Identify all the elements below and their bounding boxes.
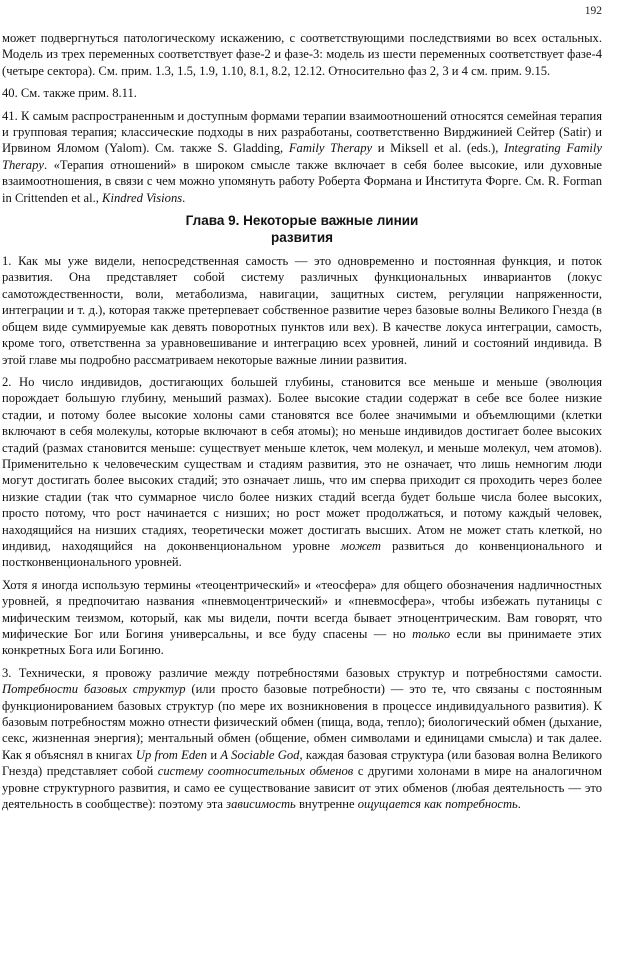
paragraph-4-text-6: внутренне xyxy=(298,797,355,812)
note-41-text-1: 41. К самым распространенным и доступным формами терапии взаимоотношений относятся семейная терапия и групповая терапия; классические подходы в них разработаны, соответственно Вирджинией Сейтер (Satir) и Ирвином Яломом (Yalom). См. также S. Gladding, xyxy=(2,108,602,156)
paragraph-3-emphasis: только xyxy=(412,627,451,641)
chapter-heading xyxy=(2,212,602,246)
note-continued-text: может подвергнуться патологическому искажению, с соответствующими последствиями во всех остальных. Модель из трех переменных соответствует фазе-2 и фазе-3: модель из шести переменных соответствует фазе-4 (четыре сектора). См. прим. 1.3, 1.5, 1.9, 1.10, 8.1, 8.2, 12.12. Относительно фаз 2, 3 и 4 см. прим. 9.15. xyxy=(2,31,602,78)
paragraph-4-title-up-from-eden: Up from Eden xyxy=(135,747,208,762)
paragraph-3 xyxy=(2,577,602,659)
paragraph-2-text-2: развиться до конвенционального и постконвенционального уровней. xyxy=(2,538,603,570)
paragraph-4-text-5: с другими холонами в мире на аналогичном уровне структурного развития, и само ее существование зависит от этих обменов (любая деятельность — это деятельность в сообществе): поэтому эта xyxy=(2,764,603,812)
paragraph-4-emphasis-4: ощущается как потребность xyxy=(357,797,518,812)
paragraph-4-title-sociable-god: A Sociable God xyxy=(220,747,300,762)
note-41-text-3: . «Терапия отношений» в широком смысле также включает в себя более высокие, или духовные взаимоотношения, в связи с чем можно упомянуть работу Роберта Формана и Института Форге. См. R. Forman in Crittenden et al., xyxy=(2,157,602,205)
paragraph-2-emphasis: может xyxy=(340,538,382,553)
chapter-title-line-2: развития xyxy=(270,230,333,246)
note-41-text-4: . xyxy=(182,190,186,205)
paragraph-3-text-2: если вы принимаете этих конкретных Бога или Богиню. xyxy=(2,627,602,658)
page-content xyxy=(2,30,602,818)
note-41-title-family-therapy: Family Therapy xyxy=(288,141,373,156)
paragraph-1 xyxy=(2,253,602,368)
note-41-text-2: и Miksell et al. (eds.), xyxy=(377,141,499,156)
note-40-paragraph xyxy=(2,85,602,101)
paragraph-4-emphasis-1: Потребности базовых структур xyxy=(2,682,186,697)
note-41-title-integrating: Integrating Family Therapy xyxy=(2,141,603,172)
note-40-text: 40. См. также прим. 8.11. xyxy=(2,86,137,101)
chapter-title-line-1: Глава 9. Некоторые важные линии xyxy=(185,213,419,229)
paragraph-4-text-2: (или просто базовые потребности) — это те, что связаны с постоянным функционированием базовых структур (по мере их возникновения в процессе индивидуального развития). К базовым потребностям можно отнести физический обмен (пища, вода, тепло); биологический обмен (дыхание, секс, жизненная энергия); ментальный обмен (общение, обмен символами и единицами смысла) и так далее. Как я объяснял в книгах xyxy=(2,682,602,762)
paragraph-4-text-7: . xyxy=(517,797,521,812)
paragraph-4 xyxy=(2,665,602,813)
paragraph-4-text-1: 3. Технически, я провожу различие между потребностями базовых структур и потребностями самости. xyxy=(2,665,602,680)
paragraph-1-text: 1. Как мы уже видели, непосредственная самость — это одновременно и постоянная функция, и поток развития. Она представляет собой систему различных функциональных инвариантов (локус самотождественности, воли, метаболизма, навигации, защитных систем, регуляции напряженности, интеграции и т. д.), которая также претерпевает собственное развитие через базовые волны Великого Гнезда (в общем виде суммируемые как девять поворотных пунктов или вех). В качестве локуса интеграции, самость, кроме того, ответственна за уравновешивание и интеграцию всех уровней, линий и состояний индивида. В этой главе мы подробно рассматриваем некоторые важные линии развития. xyxy=(2,254,602,367)
paragraph-4-emphasis-3: зависимость xyxy=(226,797,296,812)
page-number: 192 xyxy=(584,5,602,17)
paragraph-2-text-1: 2. Но число индивидов, достигающих большей глубины, становится все меньше и меньше (эволюция порождает большую глубину, меньший размах). Более высокие стадии содержат в себе все более низкие стадии, и потому более высокие холоны сами становятся все более значимыми и объемлющими (клетки включают в себя молекулы, которые включают в себя атомы); но меньше индивидов достигает более высоких стадий (размах становится меньше: существует меньше клеток, чем молекул, и меньше молекул, чем атомов). Применительно к человеческим существам и стадиям развития, это не означает, что лишь немногим люди могут достигать более высоких стадий; это означает лишь, что им сперва приходит ся проходить через более низкие стадии (так что суммарное число более низких стадий всегда будет больше числа более высоких, просто потому, что рост начинается с низших; но рост может продолжаться, и потому каждый человек, находящийся на низших стадиях, теоретически может достигать высших. Атом не может стать клеткой, но индивид, находящийся на доконвенциональном уровне xyxy=(2,374,602,553)
note-continued-paragraph xyxy=(2,30,602,79)
paragraph-4-emphasis-2: систему соотносительных обменов xyxy=(157,764,354,779)
note-41-paragraph xyxy=(2,108,602,206)
paragraph-2 xyxy=(2,374,602,571)
paragraph-4-text-4: , каждая базовая структура (или базовая волна Великого Гнезда) представляет собой xyxy=(2,747,603,779)
paragraph-4-text-3: и xyxy=(210,747,218,762)
paragraph-3-text-1: Хотя я иногда использую термины «теоцентрический» и «теосфера» для общего обозначения надличностных уровней, я предпочитаю названия «пневмоцентрический» и «пневмосфера», чтобы избежать путаницы с мифическим теизмом, который, как мы видели, почти всегда бывает этноцентрическим. Вам говорят, что мифические Бог или Богиня универсальны, и все буду спасены — но xyxy=(2,577,602,641)
note-41-title-kindred-visions: Kindred Visions xyxy=(102,190,183,205)
